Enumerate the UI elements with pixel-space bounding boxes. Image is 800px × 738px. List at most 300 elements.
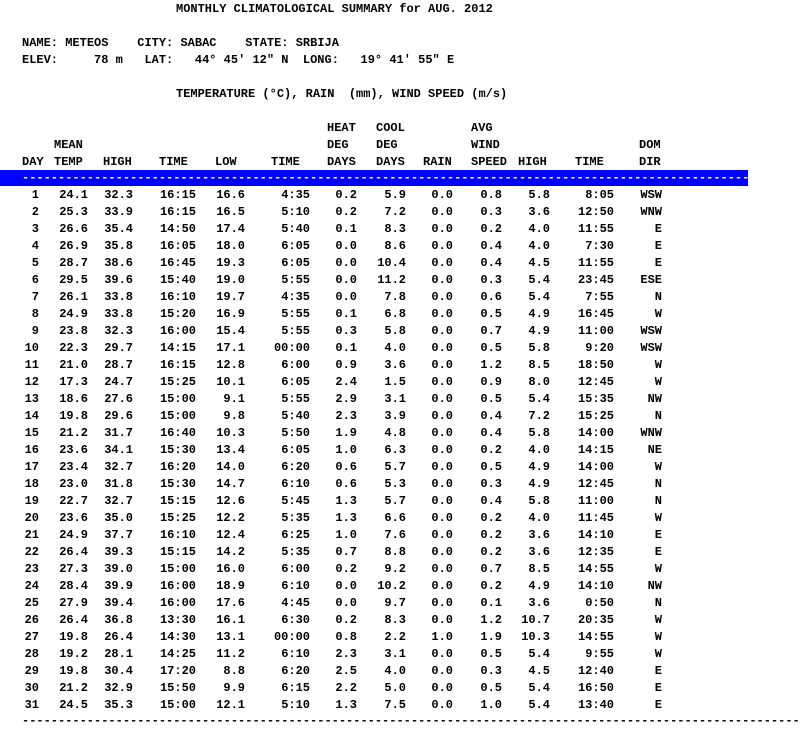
cell-low: 17.4 xyxy=(216,222,245,236)
cell-avg-wind: 0.5 xyxy=(480,341,502,355)
cell-rain: 0.0 xyxy=(431,511,453,525)
cell-heat: 0.3 xyxy=(335,324,357,338)
cell-mean-temp: 24.1 xyxy=(59,188,88,202)
station-lat: 44° 45' 12" N xyxy=(194,53,289,67)
cell-avg-wind: 0.5 xyxy=(480,392,502,406)
cell-heat: 0.0 xyxy=(335,239,357,253)
cell-wind-time: 9:55 xyxy=(585,647,614,661)
cell-day: 13 xyxy=(24,392,39,406)
cell-time2: 6:05 xyxy=(281,375,310,389)
station-name: METEOS xyxy=(65,36,109,50)
cell-time2: 6:00 xyxy=(281,562,310,576)
cell-cool: 3.1 xyxy=(384,647,406,661)
cell-dom-dir: E xyxy=(654,239,662,253)
cell-high: 31.8 xyxy=(104,477,133,491)
cell-high: 24.7 xyxy=(104,375,133,389)
header-cool-line-1: COOL xyxy=(376,121,405,135)
cell-high: 31.7 xyxy=(104,426,133,440)
cell-low: 12.2 xyxy=(216,511,245,525)
cell-heat: 0.0 xyxy=(335,596,357,610)
cell-wind-time: 15:25 xyxy=(577,409,614,423)
cell-avg-wind: 0.9 xyxy=(480,375,502,389)
cell-avg-wind: 0.3 xyxy=(480,205,502,219)
cell-rain: 1.0 xyxy=(431,630,453,644)
cell-mean-temp: 19.2 xyxy=(59,647,88,661)
cell-cool: 6.8 xyxy=(384,307,406,321)
cell-mean-temp: 24.5 xyxy=(59,698,88,712)
cell-avg-wind: 0.2 xyxy=(480,579,502,593)
cell-low: 16.9 xyxy=(216,307,245,321)
cell-time2: 6:20 xyxy=(281,460,310,474)
cell-wind-time: 14:10 xyxy=(577,579,614,593)
cell-time: 15:00 xyxy=(159,562,196,576)
cell-dom-dir: W xyxy=(654,511,662,525)
cell-avg-wind: 0.7 xyxy=(480,324,502,338)
cell-day: 15 xyxy=(24,426,39,440)
cell-cool: 7.8 xyxy=(384,290,406,304)
cell-mean-temp: 23.6 xyxy=(59,511,88,525)
cell-time: 15:00 xyxy=(159,698,196,712)
cell-avg-wind: 0.4 xyxy=(480,426,502,440)
cell-time: 15:00 xyxy=(159,409,196,423)
cell-heat: 0.6 xyxy=(335,477,357,491)
header-separator: ------------------------------------------------------------------------------------------------------------ xyxy=(22,171,800,185)
cell-day: 29 xyxy=(24,664,39,678)
cell-avg-wind: 0.2 xyxy=(480,511,502,525)
cell-time: 17:20 xyxy=(159,664,196,678)
cell-wind-time: 12:35 xyxy=(577,545,614,559)
cell-wind-high: 10.7 xyxy=(521,613,550,627)
cell-low: 18.0 xyxy=(216,239,245,253)
cell-cool: 9.7 xyxy=(384,596,406,610)
cell-mean-temp: 21.2 xyxy=(59,681,88,695)
cell-high: 30.4 xyxy=(104,664,133,678)
cell-day: 20 xyxy=(24,511,39,525)
cell-wind-high: 4.0 xyxy=(528,443,550,457)
cell-dom-dir: E xyxy=(654,664,662,678)
report-title: MONTHLY CLIMATOLOGICAL SUMMARY for AUG. 2012 xyxy=(176,2,493,16)
cell-time2: 6:15 xyxy=(281,681,310,695)
header-avg-wind-line-1: AVG xyxy=(471,121,493,135)
cell-time: 14:15 xyxy=(159,341,196,355)
cell-wind-high: 3.6 xyxy=(528,528,550,542)
header-heat-line-2: DEG xyxy=(327,138,349,152)
cell-wind-high: 5.4 xyxy=(528,681,550,695)
cell-wind-time: 11:00 xyxy=(577,494,614,508)
cell-low: 15.4 xyxy=(216,324,245,338)
cell-heat: 0.2 xyxy=(335,613,357,627)
cell-dom-dir: W xyxy=(654,460,662,474)
cell-heat: 0.2 xyxy=(335,562,357,576)
cell-rain: 0.0 xyxy=(431,341,453,355)
cell-avg-wind: 0.2 xyxy=(480,222,502,236)
cell-time2: 6:10 xyxy=(281,579,310,593)
cell-time: 16:15 xyxy=(159,205,196,219)
cell-day: 5 xyxy=(31,256,39,270)
cell-day: 4 xyxy=(31,239,39,253)
cell-dom-dir: N xyxy=(654,290,662,304)
cell-wind-high: 5.8 xyxy=(528,426,550,440)
header-time-line-3: TIME xyxy=(159,155,188,169)
cell-cool: 4.0 xyxy=(384,664,406,678)
cell-dom-dir: WSW xyxy=(640,324,662,338)
cell-high: 32.3 xyxy=(104,188,133,202)
cell-low: 9.9 xyxy=(223,681,245,695)
cell-low: 19.3 xyxy=(216,256,245,270)
cell-avg-wind: 0.2 xyxy=(480,545,502,559)
cell-time2: 6:05 xyxy=(281,256,310,270)
cell-time: 15:15 xyxy=(159,545,196,559)
cell-low: 13.4 xyxy=(216,443,245,457)
cell-day: 30 xyxy=(24,681,39,695)
cell-low: 14.2 xyxy=(216,545,245,559)
cell-dom-dir: E xyxy=(654,698,662,712)
header-mean-temp-line-2: MEAN xyxy=(54,138,83,152)
cell-mean-temp: 27.9 xyxy=(59,596,88,610)
cell-wind-high: 3.6 xyxy=(528,596,550,610)
cell-time: 16:10 xyxy=(159,528,196,542)
cell-dom-dir: E xyxy=(654,528,662,542)
cell-heat: 2.5 xyxy=(335,664,357,678)
station-state: SRBIJA xyxy=(295,36,339,50)
header-heat-line-3: DAYS xyxy=(327,155,356,169)
cell-dom-dir: W xyxy=(654,647,662,661)
cell-low: 12.1 xyxy=(216,698,245,712)
cell-heat: 0.1 xyxy=(335,222,357,236)
cell-wind-high: 7.2 xyxy=(528,409,550,423)
cell-low: 19.0 xyxy=(216,273,245,287)
cell-day: 25 xyxy=(24,596,39,610)
cell-time: 15:25 xyxy=(159,375,196,389)
cell-cool: 8.3 xyxy=(384,613,406,627)
header-dom-dir-line-3: DIR xyxy=(639,155,661,169)
cell-dom-dir: N xyxy=(654,477,662,491)
cell-avg-wind: 1.2 xyxy=(480,358,502,372)
cell-wind-time: 11:00 xyxy=(577,324,614,338)
cell-rain: 0.0 xyxy=(431,460,453,474)
cell-time2: 5:35 xyxy=(281,545,310,559)
cell-dom-dir: E xyxy=(654,222,662,236)
cell-time2: 4:35 xyxy=(281,290,310,304)
cell-cool: 8.8 xyxy=(384,545,406,559)
cell-wind-high: 4.9 xyxy=(528,579,550,593)
footer-separator: ------------------------------------------------------------------------------------------------------------ xyxy=(22,714,800,728)
cell-time2: 5:40 xyxy=(281,409,310,423)
cell-mean-temp: 23.0 xyxy=(59,477,88,491)
cell-high: 39.6 xyxy=(104,273,133,287)
cell-wind-high: 5.4 xyxy=(528,392,550,406)
cell-time2: 5:45 xyxy=(281,494,310,508)
cell-wind-time: 14:00 xyxy=(577,460,614,474)
cell-mean-temp: 22.7 xyxy=(59,494,88,508)
cell-high: 33.9 xyxy=(104,205,133,219)
cell-heat: 1.3 xyxy=(335,494,357,508)
cell-wind-time: 14:00 xyxy=(577,426,614,440)
cell-dom-dir: W xyxy=(654,613,662,627)
cell-avg-wind: 0.6 xyxy=(480,290,502,304)
header-avg-wind-line-3: SPEED xyxy=(471,155,508,169)
cell-time2: 5:10 xyxy=(281,205,310,219)
cell-time2: 00:00 xyxy=(273,341,310,355)
cell-heat: 0.0 xyxy=(335,290,357,304)
cell-high: 32.9 xyxy=(104,681,133,695)
cell-wind-time: 7:30 xyxy=(585,239,614,253)
cell-day: 11 xyxy=(24,358,39,372)
cell-heat: 0.1 xyxy=(335,307,357,321)
cell-rain: 0.0 xyxy=(431,477,453,491)
header-dom-dir-line-2: DOM xyxy=(639,138,661,152)
cell-wind-high: 4.5 xyxy=(528,256,550,270)
cell-time2: 5:50 xyxy=(281,426,310,440)
cell-high: 26.4 xyxy=(104,630,133,644)
cell-cool: 11.2 xyxy=(377,273,406,287)
cell-avg-wind: 0.5 xyxy=(480,647,502,661)
cell-cool: 9.2 xyxy=(384,562,406,576)
cell-high: 29.6 xyxy=(104,409,133,423)
cell-cool: 7.5 xyxy=(384,698,406,712)
cell-wind-time: 12:45 xyxy=(577,375,614,389)
cell-rain: 0.0 xyxy=(431,562,453,576)
cell-avg-wind: 0.4 xyxy=(480,256,502,270)
cell-day: 28 xyxy=(24,647,39,661)
cell-mean-temp: 26.6 xyxy=(59,222,88,236)
cell-day: 7 xyxy=(31,290,39,304)
cell-time2: 5:55 xyxy=(281,307,310,321)
cell-time2: 5:55 xyxy=(281,324,310,338)
cell-mean-temp: 24.9 xyxy=(59,307,88,321)
cell-high: 28.7 xyxy=(104,358,133,372)
cell-avg-wind: 0.5 xyxy=(480,460,502,474)
cell-avg-wind: 0.4 xyxy=(480,239,502,253)
cell-high: 33.8 xyxy=(104,290,133,304)
cell-heat: 0.2 xyxy=(335,188,357,202)
cell-cool: 3.9 xyxy=(384,409,406,423)
cell-rain: 0.0 xyxy=(431,426,453,440)
cell-wind-high: 10.3 xyxy=(521,630,550,644)
cell-wind-time: 11:55 xyxy=(577,222,614,236)
cell-time2: 6:30 xyxy=(281,613,310,627)
cell-time2: 6:20 xyxy=(281,664,310,678)
cell-time2: 6:25 xyxy=(281,528,310,542)
cell-wind-high: 8.5 xyxy=(528,358,550,372)
cell-cool: 10.2 xyxy=(377,579,406,593)
cell-day: 1 xyxy=(31,188,39,202)
header-high-line-3: HIGH xyxy=(103,155,132,169)
cell-heat: 0.8 xyxy=(335,630,357,644)
cell-low: 17.6 xyxy=(216,596,245,610)
cell-mean-temp: 19.8 xyxy=(59,630,88,644)
cell-time: 16:10 xyxy=(159,290,196,304)
station-elev: 78 m xyxy=(94,53,123,67)
cell-mean-temp: 28.7 xyxy=(59,256,88,270)
cell-low: 13.1 xyxy=(216,630,245,644)
cell-wind-high: 4.5 xyxy=(528,664,550,678)
cell-day: 12 xyxy=(24,375,39,389)
cell-dom-dir: WSW xyxy=(640,341,662,355)
header-mean-temp-line-3: TEMP xyxy=(54,155,83,169)
cell-heat: 0.0 xyxy=(335,579,357,593)
cell-day: 21 xyxy=(24,528,39,542)
cell-avg-wind: 1.2 xyxy=(480,613,502,627)
cell-heat: 0.2 xyxy=(335,205,357,219)
cell-heat: 2.3 xyxy=(335,647,357,661)
cell-cool: 8.6 xyxy=(384,239,406,253)
cell-high: 38.6 xyxy=(104,256,133,270)
cell-wind-time: 14:55 xyxy=(577,630,614,644)
cell-time: 15:30 xyxy=(159,443,196,457)
cell-day: 31 xyxy=(24,698,39,712)
cell-low: 16.6 xyxy=(216,188,245,202)
cell-dom-dir: N xyxy=(654,596,662,610)
cell-mean-temp: 26.9 xyxy=(59,239,88,253)
cell-cool: 3.6 xyxy=(384,358,406,372)
cell-rain: 0.0 xyxy=(431,443,453,457)
cell-dom-dir: ESE xyxy=(640,273,662,287)
cell-avg-wind: 0.2 xyxy=(480,528,502,542)
cell-low: 12.6 xyxy=(216,494,245,508)
cell-high: 35.0 xyxy=(104,511,133,525)
cell-low: 16.1 xyxy=(216,613,245,627)
cell-day: 26 xyxy=(24,613,39,627)
state-label: STATE: xyxy=(245,36,289,50)
cell-avg-wind: 1.9 xyxy=(480,630,502,644)
cell-high: 33.8 xyxy=(104,307,133,321)
elev-label: ELEV: xyxy=(22,53,59,67)
cell-day: 23 xyxy=(24,562,39,576)
cell-low: 10.3 xyxy=(216,426,245,440)
cell-wind-high: 4.9 xyxy=(528,307,550,321)
cell-wind-time: 18:50 xyxy=(577,358,614,372)
cell-mean-temp: 28.4 xyxy=(59,579,88,593)
cell-avg-wind: 0.3 xyxy=(480,477,502,491)
cell-wind-high: 4.0 xyxy=(528,239,550,253)
cell-low: 14.0 xyxy=(216,460,245,474)
header-heat-line-1: HEAT xyxy=(327,121,356,135)
cell-avg-wind: 0.7 xyxy=(480,562,502,576)
cell-wind-high: 3.6 xyxy=(528,205,550,219)
lat-label: LAT: xyxy=(144,53,174,67)
cell-high: 34.1 xyxy=(104,443,133,457)
cell-rain: 0.0 xyxy=(431,290,453,304)
cell-low: 14.7 xyxy=(216,477,245,491)
cell-avg-wind: 0.8 xyxy=(480,188,502,202)
cell-rain: 0.0 xyxy=(431,596,453,610)
name-label: NAME: xyxy=(22,36,59,50)
cell-day: 19 xyxy=(24,494,39,508)
cell-wind-high: 5.4 xyxy=(528,290,550,304)
cell-high: 39.9 xyxy=(104,579,133,593)
header-cool-line-3: DAYS xyxy=(376,155,405,169)
cell-cool: 1.5 xyxy=(384,375,406,389)
cell-time: 15:30 xyxy=(159,477,196,491)
cell-day: 6 xyxy=(31,273,39,287)
cell-day: 8 xyxy=(31,307,39,321)
cell-heat: 2.4 xyxy=(335,375,357,389)
cell-rain: 0.0 xyxy=(431,647,453,661)
cell-high: 36.8 xyxy=(104,613,133,627)
cell-cool: 3.1 xyxy=(384,392,406,406)
cell-dom-dir: W xyxy=(654,358,662,372)
cell-heat: 2.3 xyxy=(335,409,357,423)
cell-high: 28.1 xyxy=(104,647,133,661)
cell-wind-time: 12:45 xyxy=(577,477,614,491)
cell-low: 8.8 xyxy=(223,664,245,678)
cell-heat: 1.3 xyxy=(335,698,357,712)
cell-low: 10.1 xyxy=(216,375,245,389)
cell-high: 32.3 xyxy=(104,324,133,338)
cell-cool: 5.0 xyxy=(384,681,406,695)
cell-wind-time: 14:55 xyxy=(577,562,614,576)
cell-mean-temp: 29.5 xyxy=(59,273,88,287)
cell-time2: 5:55 xyxy=(281,273,310,287)
cell-rain: 0.0 xyxy=(431,188,453,202)
cell-low: 16.5 xyxy=(216,205,245,219)
cell-low: 12.8 xyxy=(216,358,245,372)
header-wind-high-line-3: HIGH xyxy=(518,155,547,169)
cell-cool: 10.4 xyxy=(377,256,406,270)
cell-rain: 0.0 xyxy=(431,307,453,321)
cell-mean-temp: 26.4 xyxy=(59,545,88,559)
cell-time: 15:50 xyxy=(159,681,196,695)
cell-wind-high: 4.0 xyxy=(528,222,550,236)
cell-day: 18 xyxy=(24,477,39,491)
city-label: CITY: xyxy=(137,36,174,50)
header-wind-time-line-3: TIME xyxy=(575,155,604,169)
cell-high: 35.3 xyxy=(104,698,133,712)
cell-avg-wind: 0.5 xyxy=(480,681,502,695)
cell-mean-temp: 24.9 xyxy=(59,528,88,542)
cell-heat: 0.1 xyxy=(335,341,357,355)
cell-high: 32.7 xyxy=(104,494,133,508)
cell-cool: 8.3 xyxy=(384,222,406,236)
cell-dom-dir: WNW xyxy=(640,426,662,440)
cell-rain: 0.0 xyxy=(431,222,453,236)
cell-day: 24 xyxy=(24,579,39,593)
cell-time: 15:25 xyxy=(159,511,196,525)
cell-dom-dir: WNW xyxy=(640,205,662,219)
header-rain-line-3: RAIN xyxy=(423,155,452,169)
cell-rain: 0.0 xyxy=(431,392,453,406)
cell-wind-high: 5.8 xyxy=(528,188,550,202)
cell-dom-dir: E xyxy=(654,256,662,270)
cell-time2: 4:35 xyxy=(281,188,310,202)
cell-time: 16:05 xyxy=(159,239,196,253)
cell-heat: 2.9 xyxy=(335,392,357,406)
cell-time2: 5:40 xyxy=(281,222,310,236)
cell-time2: 5:55 xyxy=(281,392,310,406)
cell-rain: 0.0 xyxy=(431,375,453,389)
units-subtitle: TEMPERATURE (°C), RAIN (mm), WIND SPEED (m/s) xyxy=(176,87,508,101)
cell-high: 35.4 xyxy=(104,222,133,236)
cell-dom-dir: N xyxy=(654,409,662,423)
cell-wind-time: 7:55 xyxy=(585,290,614,304)
cell-time2: 6:05 xyxy=(281,239,310,253)
header-cool-line-2: DEG xyxy=(376,138,398,152)
cell-mean-temp: 19.8 xyxy=(59,664,88,678)
cell-low: 12.4 xyxy=(216,528,245,542)
cell-mean-temp: 22.3 xyxy=(59,341,88,355)
cell-time: 16:15 xyxy=(159,358,196,372)
cell-wind-time: 8:05 xyxy=(585,188,614,202)
cell-rain: 0.0 xyxy=(431,205,453,219)
cell-mean-temp: 26.4 xyxy=(59,613,88,627)
station-long: 19° 41' 55" E xyxy=(360,53,455,67)
cell-wind-time: 12:50 xyxy=(577,205,614,219)
cell-time2: 6:10 xyxy=(281,477,310,491)
cell-heat: 0.7 xyxy=(335,545,357,559)
cell-low: 17.1 xyxy=(216,341,245,355)
cell-avg-wind: 0.3 xyxy=(480,273,502,287)
